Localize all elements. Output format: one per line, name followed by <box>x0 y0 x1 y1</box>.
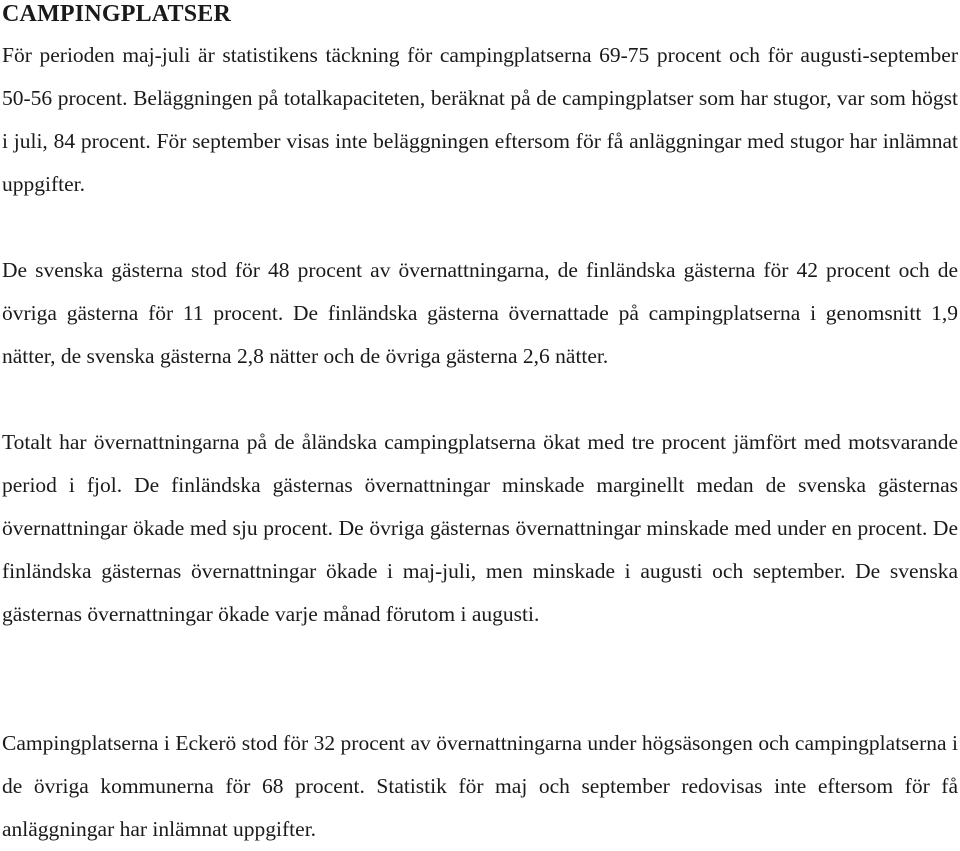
paragraph-municipality-shares: Campingplatserna i Eckerö stod för 32 procent av övernattningarna under högsäsongen och campingplatserna i de övriga kommunerna för 68 procent. Statistik för maj och september redovisas inte eftersom för få anläggningar har inlämnat uppgifter. <box>2 731 958 841</box>
paragraph-guest-shares: De svenska gästerna stod för 48 procent av övernattningarna, de finländska gästerna för 42 procent och de övriga gästerna för 11 procent. De finländska gästerna övernattade på campingplatserna i genomsnitt 1,9 nätter, de svenska gästerna 2,8 nätter och de övriga gästerna 2,6 nätter. <box>2 258 958 368</box>
section-heading: CAMPINGPLATSER <box>2 1 232 27</box>
paragraph-coverage-occupancy: För perioden maj-juli är statistikens täckning för campingplatserna 69-75 procent och för augusti-september 50-56 procent. Beläggningen på totalkapaciteten, beräknat på de campingplatser som har stugor, var som högst i juli, 84 procent. För september visas inte beläggningen eftersom för få anläggningar med stugor har inlämnat uppgifter. <box>2 43 958 196</box>
paragraph-overnight-changes: Totalt har övernattningarna på de åländska campingplatserna ökat med tre procent jämfört med motsvarande period i fjol. De finländska gästernas övernattningar minskade marginellt medan de svenska gästernas övernattningar ökade med sju procent. De övriga gästernas övernattningar minskade med under en procent. De finländska gästernas övernattningar ökade i maj-juli, men minskade i augusti och september. De svenska gästernas övernattningar ökade varje månad förutom i augusti. <box>2 430 958 626</box>
